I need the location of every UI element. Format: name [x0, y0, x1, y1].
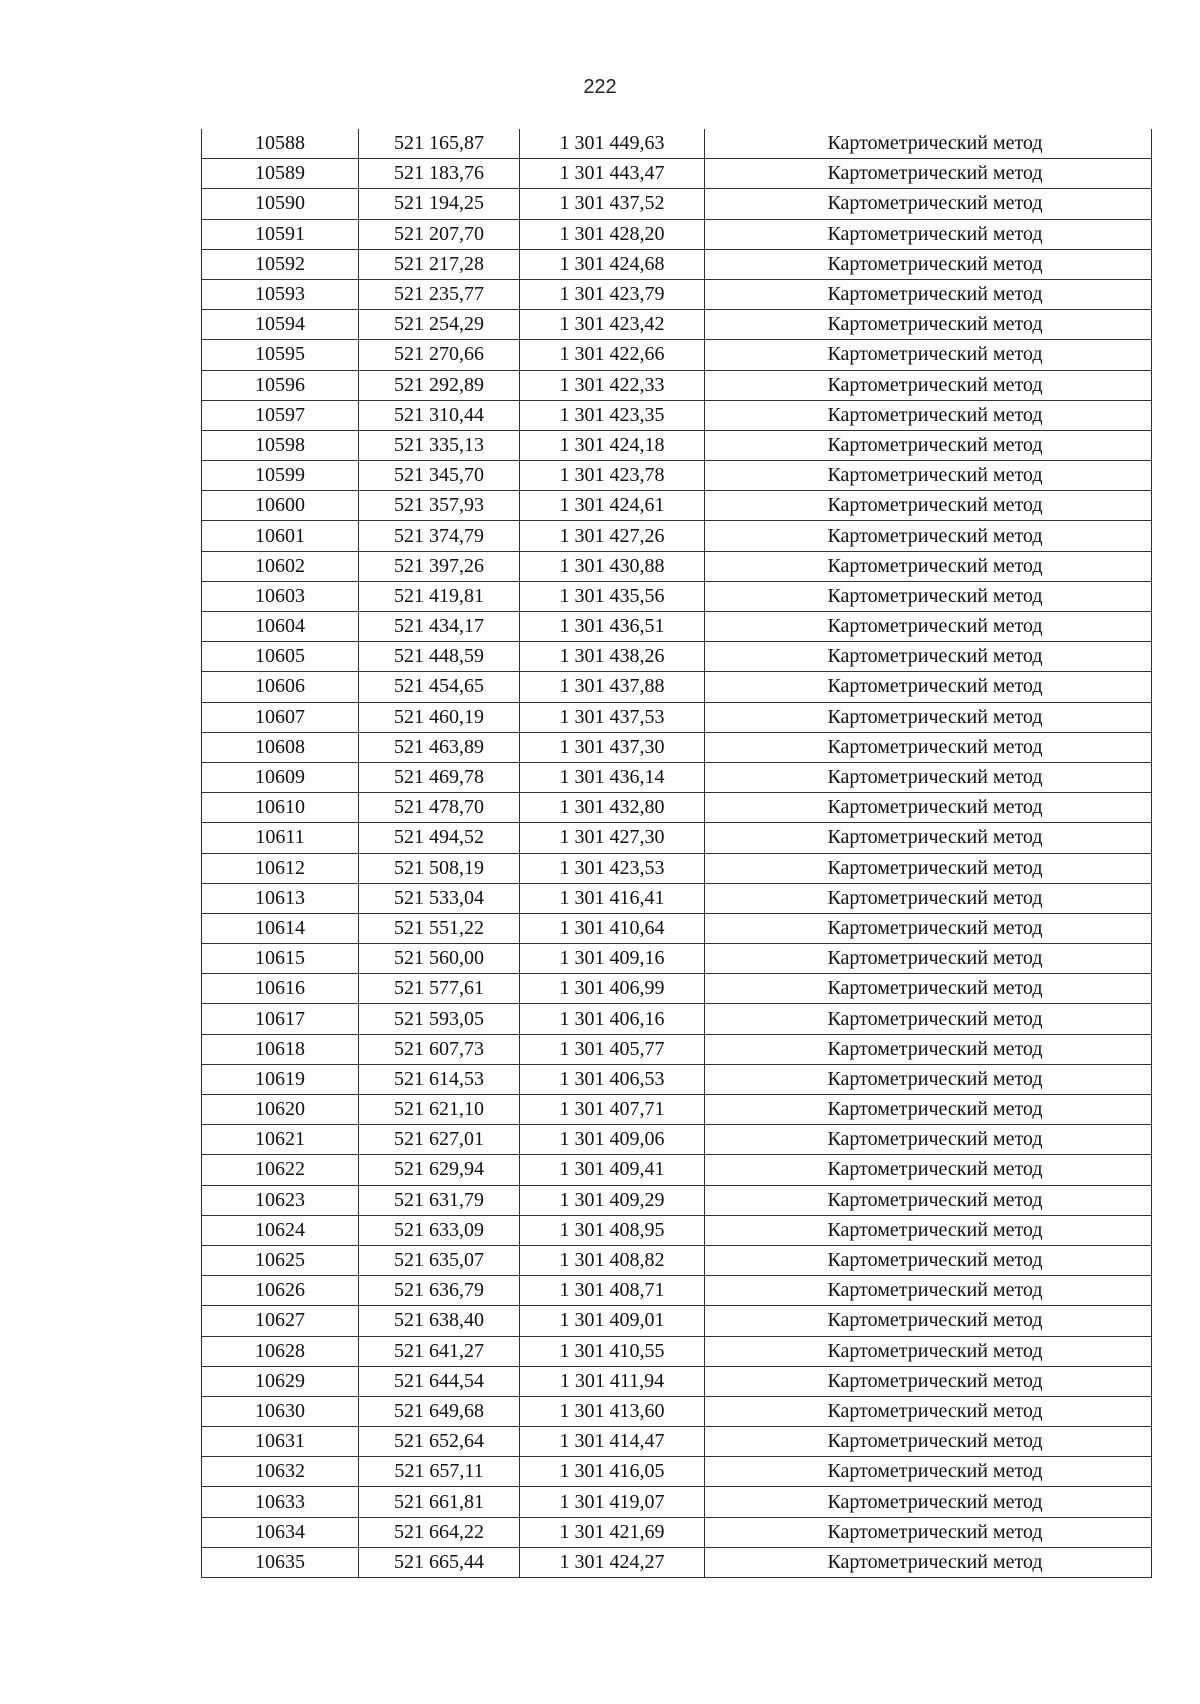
table-row: [202, 491, 1152, 521]
method-cell: Картометрический метод: [705, 1547, 1152, 1577]
x-coordinate-cell: 521 629,94: [359, 1155, 520, 1185]
method-cell: Картометрический метод: [705, 1276, 1152, 1306]
table-row: [202, 581, 1152, 611]
point-number-cell: 10600: [202, 491, 359, 521]
table-row: [202, 883, 1152, 913]
x-coordinate-cell: 521 207,70: [359, 219, 520, 249]
table-row: [202, 1396, 1152, 1426]
table-row: [202, 1366, 1152, 1396]
method-cell: Картометрический метод: [705, 219, 1152, 249]
table-row: [202, 1034, 1152, 1064]
table-row: [202, 1245, 1152, 1275]
y-coordinate-cell: 1 301 424,61: [520, 491, 705, 521]
x-coordinate-cell: 521 419,81: [359, 581, 520, 611]
point-number-cell: 10627: [202, 1306, 359, 1336]
x-coordinate-cell: 521 494,52: [359, 823, 520, 853]
table-row: [202, 1276, 1152, 1306]
x-coordinate-cell: 521 460,19: [359, 702, 520, 732]
table-row: [202, 1125, 1152, 1155]
point-number-cell: 10594: [202, 310, 359, 340]
method-cell: Картометрический метод: [705, 1185, 1152, 1215]
y-coordinate-cell: 1 301 422,33: [520, 370, 705, 400]
y-coordinate-cell: 1 301 407,71: [520, 1095, 705, 1125]
table-row: [202, 551, 1152, 581]
y-coordinate-cell: 1 301 408,95: [520, 1215, 705, 1245]
method-cell: Картометрический метод: [705, 159, 1152, 189]
x-coordinate-cell: 521 577,61: [359, 974, 520, 1004]
point-number-cell: 10605: [202, 642, 359, 672]
y-coordinate-cell: 1 301 409,41: [520, 1155, 705, 1185]
table-row: [202, 340, 1152, 370]
coordinates-table-body: [202, 129, 1152, 1578]
y-coordinate-cell: 1 301 423,53: [520, 853, 705, 883]
x-coordinate-cell: 521 448,59: [359, 642, 520, 672]
method-cell: Картометрический метод: [705, 1095, 1152, 1125]
y-coordinate-cell: 1 301 423,42: [520, 310, 705, 340]
table-row: [202, 249, 1152, 279]
x-coordinate-cell: 521 454,65: [359, 672, 520, 702]
point-number-cell: 10635: [202, 1547, 359, 1577]
table-row: [202, 1427, 1152, 1457]
point-number-cell: 10595: [202, 340, 359, 370]
point-number-cell: 10612: [202, 853, 359, 883]
x-coordinate-cell: 521 345,70: [359, 461, 520, 491]
table-row: [202, 279, 1152, 309]
point-number-cell: 10617: [202, 1004, 359, 1034]
x-coordinate-cell: 521 310,44: [359, 400, 520, 430]
table-row: [202, 1306, 1152, 1336]
x-coordinate-cell: 521 664,22: [359, 1517, 520, 1547]
y-coordinate-cell: 1 301 419,07: [520, 1487, 705, 1517]
y-coordinate-cell: 1 301 435,56: [520, 581, 705, 611]
y-coordinate-cell: 1 301 427,30: [520, 823, 705, 853]
y-coordinate-cell: 1 301 424,68: [520, 249, 705, 279]
x-coordinate-cell: 521 593,05: [359, 1004, 520, 1034]
y-coordinate-cell: 1 301 443,47: [520, 159, 705, 189]
x-coordinate-cell: 521 633,09: [359, 1215, 520, 1245]
x-coordinate-cell: 521 397,26: [359, 551, 520, 581]
point-number-cell: 10620: [202, 1095, 359, 1125]
table-row: [202, 612, 1152, 642]
y-coordinate-cell: 1 301 411,94: [520, 1366, 705, 1396]
y-coordinate-cell: 1 301 413,60: [520, 1396, 705, 1426]
x-coordinate-cell: 521 270,66: [359, 340, 520, 370]
method-cell: Картометрический метод: [705, 370, 1152, 400]
y-coordinate-cell: 1 301 409,01: [520, 1306, 705, 1336]
method-cell: Картометрический метод: [705, 279, 1152, 309]
y-coordinate-cell: 1 301 428,20: [520, 219, 705, 249]
table-row: [202, 521, 1152, 551]
x-coordinate-cell: 521 661,81: [359, 1487, 520, 1517]
y-coordinate-cell: 1 301 438,26: [520, 642, 705, 672]
y-coordinate-cell: 1 301 424,18: [520, 430, 705, 460]
point-number-cell: 10625: [202, 1245, 359, 1275]
y-coordinate-cell: 1 301 409,29: [520, 1185, 705, 1215]
table-row: [202, 793, 1152, 823]
table-row: [202, 913, 1152, 943]
method-cell: Картометрический метод: [705, 1487, 1152, 1517]
point-number-cell: 10634: [202, 1517, 359, 1547]
table-row: [202, 189, 1152, 219]
method-cell: Картометрический метод: [705, 853, 1152, 883]
point-number-cell: 10614: [202, 913, 359, 943]
x-coordinate-cell: 521 194,25: [359, 189, 520, 219]
x-coordinate-cell: 521 641,27: [359, 1336, 520, 1366]
table-row: [202, 400, 1152, 430]
method-cell: Картометрический метод: [705, 913, 1152, 943]
method-cell: Картометрический метод: [705, 823, 1152, 853]
point-number-cell: 10588: [202, 129, 359, 159]
point-number-cell: 10615: [202, 944, 359, 974]
y-coordinate-cell: 1 301 424,27: [520, 1547, 705, 1577]
y-coordinate-cell: 1 301 408,82: [520, 1245, 705, 1275]
y-coordinate-cell: 1 301 406,99: [520, 974, 705, 1004]
method-cell: Картометрический метод: [705, 1034, 1152, 1064]
y-coordinate-cell: 1 301 437,30: [520, 732, 705, 762]
x-coordinate-cell: 521 235,77: [359, 279, 520, 309]
x-coordinate-cell: 521 631,79: [359, 1185, 520, 1215]
y-coordinate-cell: 1 301 409,16: [520, 944, 705, 974]
x-coordinate-cell: 521 551,22: [359, 913, 520, 943]
method-cell: Картометрический метод: [705, 491, 1152, 521]
method-cell: Картометрический метод: [705, 974, 1152, 1004]
method-cell: Картометрический метод: [705, 1306, 1152, 1336]
method-cell: Картометрический метод: [705, 1004, 1152, 1034]
point-number-cell: 10596: [202, 370, 359, 400]
table-row: [202, 1215, 1152, 1245]
y-coordinate-cell: 1 301 408,71: [520, 1276, 705, 1306]
point-number-cell: 10623: [202, 1185, 359, 1215]
table-row: [202, 370, 1152, 400]
point-number-cell: 10591: [202, 219, 359, 249]
method-cell: Картометрический метод: [705, 400, 1152, 430]
point-number-cell: 10619: [202, 1064, 359, 1094]
x-coordinate-cell: 521 657,11: [359, 1457, 520, 1487]
table-row: [202, 1457, 1152, 1487]
method-cell: Картометрический метод: [705, 430, 1152, 460]
method-cell: Картометрический метод: [705, 249, 1152, 279]
x-coordinate-cell: 521 665,44: [359, 1547, 520, 1577]
method-cell: Картометрический метод: [705, 762, 1152, 792]
table-row: [202, 732, 1152, 762]
method-cell: Картометрический метод: [705, 581, 1152, 611]
point-number-cell: 10621: [202, 1125, 359, 1155]
table-row: [202, 642, 1152, 672]
x-coordinate-cell: 521 357,93: [359, 491, 520, 521]
x-coordinate-cell: 521 621,10: [359, 1095, 520, 1125]
table-row: [202, 129, 1152, 159]
point-number-cell: 10593: [202, 279, 359, 309]
coordinates-table: [201, 129, 1152, 1578]
y-coordinate-cell: 1 301 436,51: [520, 612, 705, 642]
point-number-cell: 10607: [202, 702, 359, 732]
y-coordinate-cell: 1 301 409,06: [520, 1125, 705, 1155]
point-number-cell: 10629: [202, 1366, 359, 1396]
y-coordinate-cell: 1 301 410,55: [520, 1336, 705, 1366]
x-coordinate-cell: 521 469,78: [359, 762, 520, 792]
y-coordinate-cell: 1 301 410,64: [520, 913, 705, 943]
x-coordinate-cell: 521 478,70: [359, 793, 520, 823]
method-cell: Картометрический метод: [705, 1517, 1152, 1547]
table-row: [202, 702, 1152, 732]
table-row: [202, 1517, 1152, 1547]
point-number-cell: 10618: [202, 1034, 359, 1064]
table-row: [202, 159, 1152, 189]
point-number-cell: 10606: [202, 672, 359, 702]
x-coordinate-cell: 521 644,54: [359, 1366, 520, 1396]
x-coordinate-cell: 521 560,00: [359, 944, 520, 974]
y-coordinate-cell: 1 301 416,05: [520, 1457, 705, 1487]
point-number-cell: 10631: [202, 1427, 359, 1457]
x-coordinate-cell: 521 254,29: [359, 310, 520, 340]
method-cell: Картометрический метод: [705, 1366, 1152, 1396]
x-coordinate-cell: 521 533,04: [359, 883, 520, 913]
method-cell: Картометрический метод: [705, 1125, 1152, 1155]
y-coordinate-cell: 1 301 449,63: [520, 129, 705, 159]
method-cell: Картометрический метод: [705, 1215, 1152, 1245]
table-row: [202, 1336, 1152, 1366]
point-number-cell: 10610: [202, 793, 359, 823]
table-row: [202, 219, 1152, 249]
table-row: [202, 823, 1152, 853]
method-cell: Картометрический метод: [705, 883, 1152, 913]
point-number-cell: 10613: [202, 883, 359, 913]
x-coordinate-cell: 521 217,28: [359, 249, 520, 279]
method-cell: Картометрический метод: [705, 1396, 1152, 1426]
table-row: [202, 944, 1152, 974]
point-number-cell: 10630: [202, 1396, 359, 1426]
x-coordinate-cell: 521 636,79: [359, 1276, 520, 1306]
method-cell: Картометрический метод: [705, 1457, 1152, 1487]
x-coordinate-cell: 521 652,64: [359, 1427, 520, 1457]
y-coordinate-cell: 1 301 423,79: [520, 279, 705, 309]
x-coordinate-cell: 521 335,13: [359, 430, 520, 460]
x-coordinate-cell: 521 638,40: [359, 1306, 520, 1336]
method-cell: Картометрический метод: [705, 1427, 1152, 1457]
method-cell: Картометрический метод: [705, 310, 1152, 340]
table-row: [202, 1064, 1152, 1094]
y-coordinate-cell: 1 301 406,53: [520, 1064, 705, 1094]
method-cell: Картометрический метод: [705, 340, 1152, 370]
method-cell: Картометрический метод: [705, 1064, 1152, 1094]
method-cell: Картометрический метод: [705, 702, 1152, 732]
x-coordinate-cell: 521 434,17: [359, 612, 520, 642]
y-coordinate-cell: 1 301 416,41: [520, 883, 705, 913]
y-coordinate-cell: 1 301 430,88: [520, 551, 705, 581]
table-row: [202, 1185, 1152, 1215]
y-coordinate-cell: 1 301 436,14: [520, 762, 705, 792]
y-coordinate-cell: 1 301 414,47: [520, 1427, 705, 1457]
table-row: [202, 1155, 1152, 1185]
method-cell: Картометрический метод: [705, 1336, 1152, 1366]
page-number: 222: [583, 76, 617, 98]
method-cell: Картометрический метод: [705, 672, 1152, 702]
point-number-cell: 10622: [202, 1155, 359, 1185]
point-number-cell: 10604: [202, 612, 359, 642]
table-row: [202, 762, 1152, 792]
table-row: [202, 1487, 1152, 1517]
y-coordinate-cell: 1 301 432,80: [520, 793, 705, 823]
point-number-cell: 10590: [202, 189, 359, 219]
x-coordinate-cell: 521 463,89: [359, 732, 520, 762]
y-coordinate-cell: 1 301 406,16: [520, 1004, 705, 1034]
point-number-cell: 10597: [202, 400, 359, 430]
y-coordinate-cell: 1 301 437,52: [520, 189, 705, 219]
x-coordinate-cell: 521 165,87: [359, 129, 520, 159]
method-cell: Картометрический метод: [705, 642, 1152, 672]
point-number-cell: 10632: [202, 1457, 359, 1487]
x-coordinate-cell: 521 292,89: [359, 370, 520, 400]
x-coordinate-cell: 521 635,07: [359, 1245, 520, 1275]
point-number-cell: 10603: [202, 581, 359, 611]
point-number-cell: 10626: [202, 1276, 359, 1306]
point-number-cell: 10599: [202, 461, 359, 491]
point-number-cell: 10602: [202, 551, 359, 581]
method-cell: Картометрический метод: [705, 732, 1152, 762]
x-coordinate-cell: 521 649,68: [359, 1396, 520, 1426]
table-row: [202, 974, 1152, 1004]
point-number-cell: 10609: [202, 762, 359, 792]
method-cell: Картометрический метод: [705, 189, 1152, 219]
x-coordinate-cell: 521 607,73: [359, 1034, 520, 1064]
method-cell: Картометрический метод: [705, 551, 1152, 581]
y-coordinate-cell: 1 301 423,78: [520, 461, 705, 491]
y-coordinate-cell: 1 301 422,66: [520, 340, 705, 370]
table-row: [202, 1095, 1152, 1125]
point-number-cell: 10624: [202, 1215, 359, 1245]
point-number-cell: 10598: [202, 430, 359, 460]
x-coordinate-cell: 521 627,01: [359, 1125, 520, 1155]
table-row: [202, 430, 1152, 460]
point-number-cell: 10611: [202, 823, 359, 853]
y-coordinate-cell: 1 301 437,88: [520, 672, 705, 702]
x-coordinate-cell: 521 614,53: [359, 1064, 520, 1094]
x-coordinate-cell: 521 508,19: [359, 853, 520, 883]
point-number-cell: 10589: [202, 159, 359, 189]
point-number-cell: 10601: [202, 521, 359, 551]
y-coordinate-cell: 1 301 421,69: [520, 1517, 705, 1547]
point-number-cell: 10633: [202, 1487, 359, 1517]
table-row: [202, 461, 1152, 491]
method-cell: Картометрический метод: [705, 793, 1152, 823]
method-cell: Картометрический метод: [705, 1155, 1152, 1185]
y-coordinate-cell: 1 301 437,53: [520, 702, 705, 732]
method-cell: Картометрический метод: [705, 1245, 1152, 1275]
method-cell: Картометрический метод: [705, 612, 1152, 642]
table-row: [202, 310, 1152, 340]
point-number-cell: 10592: [202, 249, 359, 279]
point-number-cell: 10608: [202, 732, 359, 762]
y-coordinate-cell: 1 301 427,26: [520, 521, 705, 551]
method-cell: Картометрический метод: [705, 944, 1152, 974]
table-row: [202, 853, 1152, 883]
point-number-cell: 10616: [202, 974, 359, 1004]
method-cell: Картометрический метод: [705, 521, 1152, 551]
point-number-cell: 10628: [202, 1336, 359, 1366]
method-cell: Картометрический метод: [705, 461, 1152, 491]
y-coordinate-cell: 1 301 405,77: [520, 1034, 705, 1064]
y-coordinate-cell: 1 301 423,35: [520, 400, 705, 430]
x-coordinate-cell: 521 374,79: [359, 521, 520, 551]
table-row: [202, 672, 1152, 702]
table-row: [202, 1004, 1152, 1034]
x-coordinate-cell: 521 183,76: [359, 159, 520, 189]
table-row: [202, 1547, 1152, 1577]
method-cell: Картометрический метод: [705, 129, 1152, 159]
